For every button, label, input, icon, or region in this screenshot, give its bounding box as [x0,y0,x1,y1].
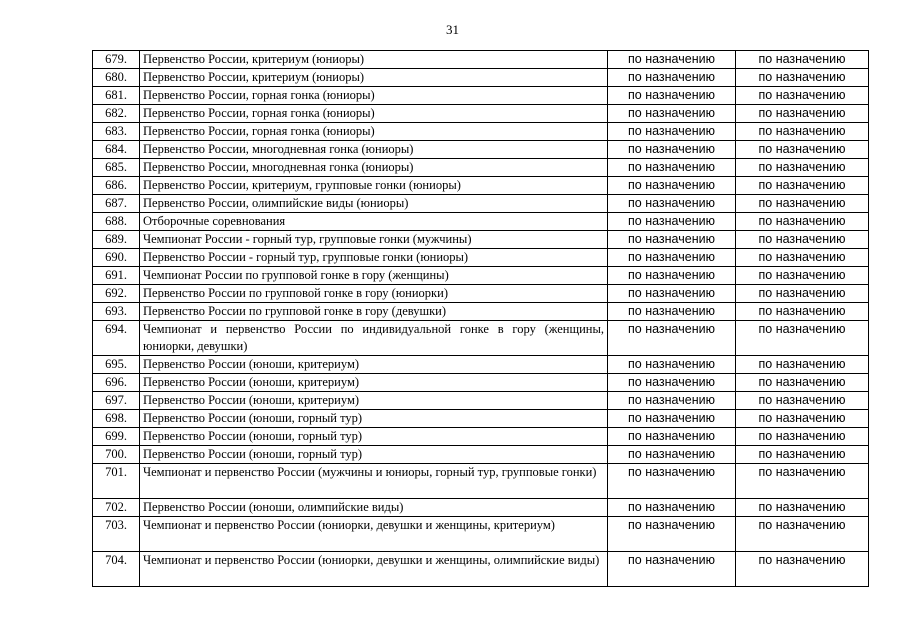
table-row [93,231,869,249]
table-row [93,285,869,303]
location-cell: по назначению [736,177,869,195]
dates-cell: по назначению [608,123,736,141]
row-number: 685. [93,159,140,177]
row-number: 698. [93,410,140,428]
row-number: 686. [93,177,140,195]
table-row [93,356,869,374]
location-cell: по назначению [736,392,869,410]
dates-cell: по назначению [608,159,736,177]
row-number: 694. [93,321,140,356]
table-row [93,141,869,159]
competition-name: Первенство России, многодневная гонка (юниоры) [140,141,608,159]
table-row [93,123,869,141]
table-row [93,51,869,69]
competition-name: Первенство России, горная гонка (юниоры) [140,123,608,141]
competition-name: Первенство России, критериум (юниоры) [140,69,608,87]
row-number: 680. [93,69,140,87]
row-number: 684. [93,141,140,159]
location-cell: по назначению [736,428,869,446]
row-number: 683. [93,123,140,141]
row-number: 682. [93,105,140,123]
competition-name: Первенство России (юноши, критериум) [140,356,608,374]
dates-cell: по назначению [608,195,736,213]
dates-cell: по назначению [608,392,736,410]
competition-name: Первенство России, критериум, групповые гонки (юниоры) [140,177,608,195]
location-cell: по назначению [736,374,869,392]
table-row [93,374,869,392]
competition-name: Отборочные соревнования [140,213,608,231]
location-cell: по назначению [736,195,869,213]
location-cell: по назначению [736,249,869,267]
competition-name: Первенство России (юноши, горный тур) [140,410,608,428]
location-cell: по назначению [736,446,869,464]
row-number: 687. [93,195,140,213]
row-number: 679. [93,51,140,69]
dates-cell: по назначению [608,69,736,87]
dates-cell: по назначению [608,552,736,587]
row-number: 693. [93,303,140,321]
table-row [93,105,869,123]
location-cell: по назначению [736,410,869,428]
row-number: 701. [93,464,140,499]
competition-table-body [93,51,869,587]
location-cell: по назначению [736,105,869,123]
location-cell: по назначению [736,285,869,303]
competition-table [92,50,869,587]
dates-cell: по назначению [608,410,736,428]
dates-cell: по назначению [608,428,736,446]
row-number: 696. [93,374,140,392]
competition-name: Первенство России - горный тур, групповые гонки (юниоры) [140,249,608,267]
competition-name: Первенство России (юноши, критериум) [140,392,608,410]
dates-cell: по назначению [608,105,736,123]
location-cell: по назначению [736,464,869,499]
table-row [93,321,869,356]
location-cell: по назначению [736,123,869,141]
dates-cell: по назначению [608,499,736,517]
dates-cell: по назначению [608,303,736,321]
location-cell: по назначению [736,69,869,87]
table-row [93,249,869,267]
table-row [93,267,869,285]
location-cell: по назначению [736,499,869,517]
row-number: 700. [93,446,140,464]
dates-cell: по назначению [608,321,736,356]
competition-name: Первенство России (юноши, олимпийские виды) [140,499,608,517]
dates-cell: по назначению [608,374,736,392]
location-cell: по назначению [736,141,869,159]
table-row [93,69,869,87]
dates-cell: по назначению [608,464,736,499]
row-number: 688. [93,213,140,231]
dates-cell: по назначению [608,285,736,303]
competition-name: Первенство России, критериум (юниоры) [140,51,608,69]
dates-cell: по назначению [608,446,736,464]
table-row [93,552,869,587]
row-number: 695. [93,356,140,374]
location-cell: по назначению [736,87,869,105]
row-number: 681. [93,87,140,105]
table-row [93,159,869,177]
row-number: 703. [93,517,140,552]
row-number: 691. [93,267,140,285]
dates-cell: по назначению [608,87,736,105]
row-number: 699. [93,428,140,446]
row-number: 704. [93,552,140,587]
competition-name: Первенство России, многодневная гонка (юниоры) [140,159,608,177]
row-number: 689. [93,231,140,249]
competition-name: Чемпионат России по групповой гонке в гору (женщины) [140,267,608,285]
competition-name: Первенство России (юноши, критериум) [140,374,608,392]
table-row [93,87,869,105]
table-row [93,446,869,464]
competition-name: Первенство России, горная гонка (юниоры) [140,105,608,123]
competition-name: Первенство России (юноши, горный тур) [140,428,608,446]
table-row [93,213,869,231]
location-cell: по назначению [736,51,869,69]
table-row [93,392,869,410]
competition-name: Чемпионат и первенство России (юниорки, девушки и женщины, критериум) [140,517,608,552]
row-number: 702. [93,499,140,517]
competition-name: Первенство России (юноши, горный тур) [140,446,608,464]
dates-cell: по назначению [608,51,736,69]
page-number: 31 [446,22,459,37]
competition-name: Чемпионат и первенство России (мужчины и юниоры, горный тур, групповые гонки) [140,464,608,499]
location-cell: по назначению [736,303,869,321]
row-number: 697. [93,392,140,410]
location-cell: по назначению [736,159,869,177]
table-row [93,464,869,499]
dates-cell: по назначению [608,141,736,159]
dates-cell: по назначению [608,267,736,285]
location-cell: по назначению [736,321,869,356]
dates-cell: по назначению [608,231,736,249]
location-cell: по назначению [736,267,869,285]
dates-cell: по назначению [608,213,736,231]
row-number: 690. [93,249,140,267]
dates-cell: по назначению [608,249,736,267]
table-row [93,410,869,428]
table-row [93,517,869,552]
dates-cell: по назначению [608,356,736,374]
competition-name: Чемпионат России - горный тур, групповые гонки (мужчины) [140,231,608,249]
location-cell: по назначению [736,231,869,249]
competition-name: Первенство России по групповой гонке в гору (юниорки) [140,285,608,303]
dates-cell: по назначению [608,177,736,195]
table-row [93,195,869,213]
row-number: 692. [93,285,140,303]
location-cell: по назначению [736,356,869,374]
table-row [93,177,869,195]
location-cell: по назначению [736,552,869,587]
competition-name: Чемпионат и первенство России (юниорки, девушки и женщины, олимпийские виды) [140,552,608,587]
table-row [93,499,869,517]
dates-cell: по назначению [608,517,736,552]
location-cell: по назначению [736,213,869,231]
competition-name: Первенство России по групповой гонке в гору (девушки) [140,303,608,321]
competition-name: Первенство России, олимпийские виды (юниоры) [140,195,608,213]
location-cell: по назначению [736,517,869,552]
competition-name: Чемпионат и первенство России по индивидуальной гонке в гору (женщины, юниорки, девушки) [140,321,608,356]
table-row [93,303,869,321]
table-row [93,428,869,446]
competition-name: Первенство России, горная гонка (юниоры) [140,87,608,105]
